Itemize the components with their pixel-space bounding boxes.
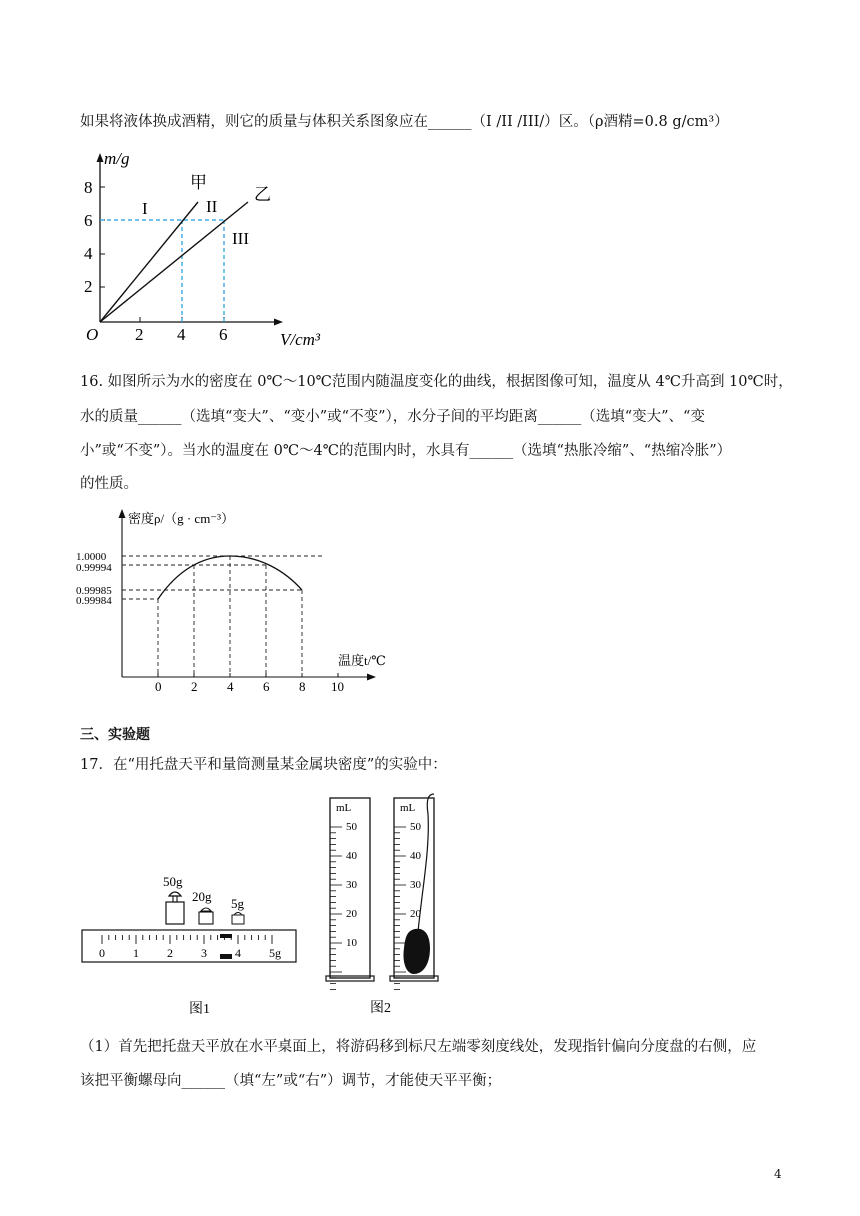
- section-3-heading: 三、实验题: [80, 727, 150, 743]
- cyl-a-tick-50: 50: [346, 821, 357, 833]
- cyl-a-tick-10: 10: [346, 937, 357, 949]
- density-tick-3: 0.99985: [76, 585, 112, 597]
- q17-intro: 17．在“用托盘天平和量筒测量某金属块密度”的实验中：: [80, 757, 447, 773]
- figure-2-caption: 图2: [370, 1001, 391, 1015]
- temp-tick-8: 8: [299, 679, 306, 694]
- line-yi-label: 乙: [254, 185, 271, 204]
- temp-tick-6: 6: [263, 679, 270, 694]
- q17-part1-line-1: （1）首先把托盘天平放在水平桌面上，将游码移到标尺左端零刻度线处，发现指针偏向分度盘的右侧，应: [80, 1039, 757, 1055]
- y-tick-2: 2: [84, 277, 93, 296]
- scale-label-2: 2: [167, 946, 173, 960]
- density-tick-4: 0.99984: [76, 595, 112, 607]
- mass-volume-graph: [80, 150, 340, 350]
- density-tick-2: 0.99994: [76, 562, 112, 574]
- line-jia-label: 甲: [190, 173, 207, 192]
- cyl-a-unit: mL: [336, 802, 352, 814]
- cyl-b-tick-40: 40: [410, 850, 421, 862]
- density-tick-1: 1.0000: [76, 551, 107, 563]
- x-tick-2: 2: [135, 325, 144, 344]
- figure-2-cylinders: [322, 790, 462, 1015]
- density-temperature-graph: [70, 505, 400, 695]
- balance-rider: [220, 934, 232, 938]
- q17-part1-line-2: 该把平衡螺母向______（填“左”或“右”）调节，才能使天平平衡；: [80, 1073, 502, 1089]
- balance-scale-ruler: [82, 930, 296, 962]
- scale-label-4: 4: [235, 946, 241, 960]
- cyl-a-tick-30: 30: [346, 879, 357, 891]
- y-tick-4: 4: [84, 244, 93, 263]
- x-tick-4: 4: [177, 325, 186, 344]
- scale-label-0: 0: [99, 946, 105, 960]
- region-III-label: III: [232, 229, 249, 248]
- q16-line-1: 16. 如图所示为水的密度在 0℃～10℃范围内随温度变化的曲线，根据图像可知，温度从 4℃升高到 10℃时，: [80, 374, 793, 390]
- cyl-b-tick-50: 50: [410, 821, 421, 833]
- q15-tail-text: 如果将液体换成酒精，则它的质量与体积关系图象应在______（I /II /III/）区。（ρ酒精=0.8 g/cm³）: [80, 114, 729, 130]
- temp-tick-0: 0: [155, 679, 162, 694]
- scale-label-1: 1: [133, 946, 139, 960]
- origin-label: O: [86, 325, 99, 344]
- q16-line-2: 水的质量______（选填“变大”、“变小”或“不变”），水分子间的平均距离______（选填“变大”、“变: [80, 409, 705, 425]
- region-I-label: I: [142, 199, 148, 218]
- x-axis-label: V/cm³: [280, 330, 321, 349]
- temp-x-label: 温度t/℃: [338, 653, 386, 668]
- figure-1-caption: 图1: [189, 1002, 210, 1017]
- cyl-a-tick-20: 20: [346, 908, 357, 920]
- cyl-b-tick-30: 30: [410, 879, 421, 891]
- y-tick-6: 6: [84, 211, 93, 230]
- x-tick-6: 6: [219, 325, 228, 344]
- q16-line-3: 小”或“不变”）。当水的温度在 0℃～4℃的范围内时，水具有______（选填“热胀冷缩”、“热缩冷胀”）: [80, 443, 732, 459]
- q16-line-4: 的性质。: [80, 476, 138, 492]
- cyl-a-tick-40: 40: [346, 850, 357, 862]
- temp-tick-10: 10: [331, 679, 344, 694]
- scale-label-3: 3: [201, 946, 207, 960]
- region-II-label: II: [206, 197, 218, 216]
- weight-20g-label: 20g: [192, 889, 212, 904]
- y-tick-8: 8: [84, 178, 93, 197]
- y-axis-label: m/g: [104, 150, 130, 168]
- figure-1-balance: [78, 850, 318, 1030]
- weight-5g-label: 5g: [231, 896, 244, 911]
- scale-label-5g: 5g: [269, 946, 281, 960]
- temp-tick-4: 4: [227, 679, 234, 694]
- weight-50g-label: 50g: [163, 874, 183, 889]
- cyl-b-tick-20: 20: [410, 908, 421, 920]
- cyl-b-unit: mL: [400, 802, 416, 814]
- page-number: 4: [774, 1167, 782, 1181]
- string: [418, 794, 434, 932]
- metal-block: [403, 929, 430, 974]
- temp-tick-2: 2: [191, 679, 198, 694]
- density-y-label: 密度ρ/（g · cm⁻³）: [128, 511, 235, 526]
